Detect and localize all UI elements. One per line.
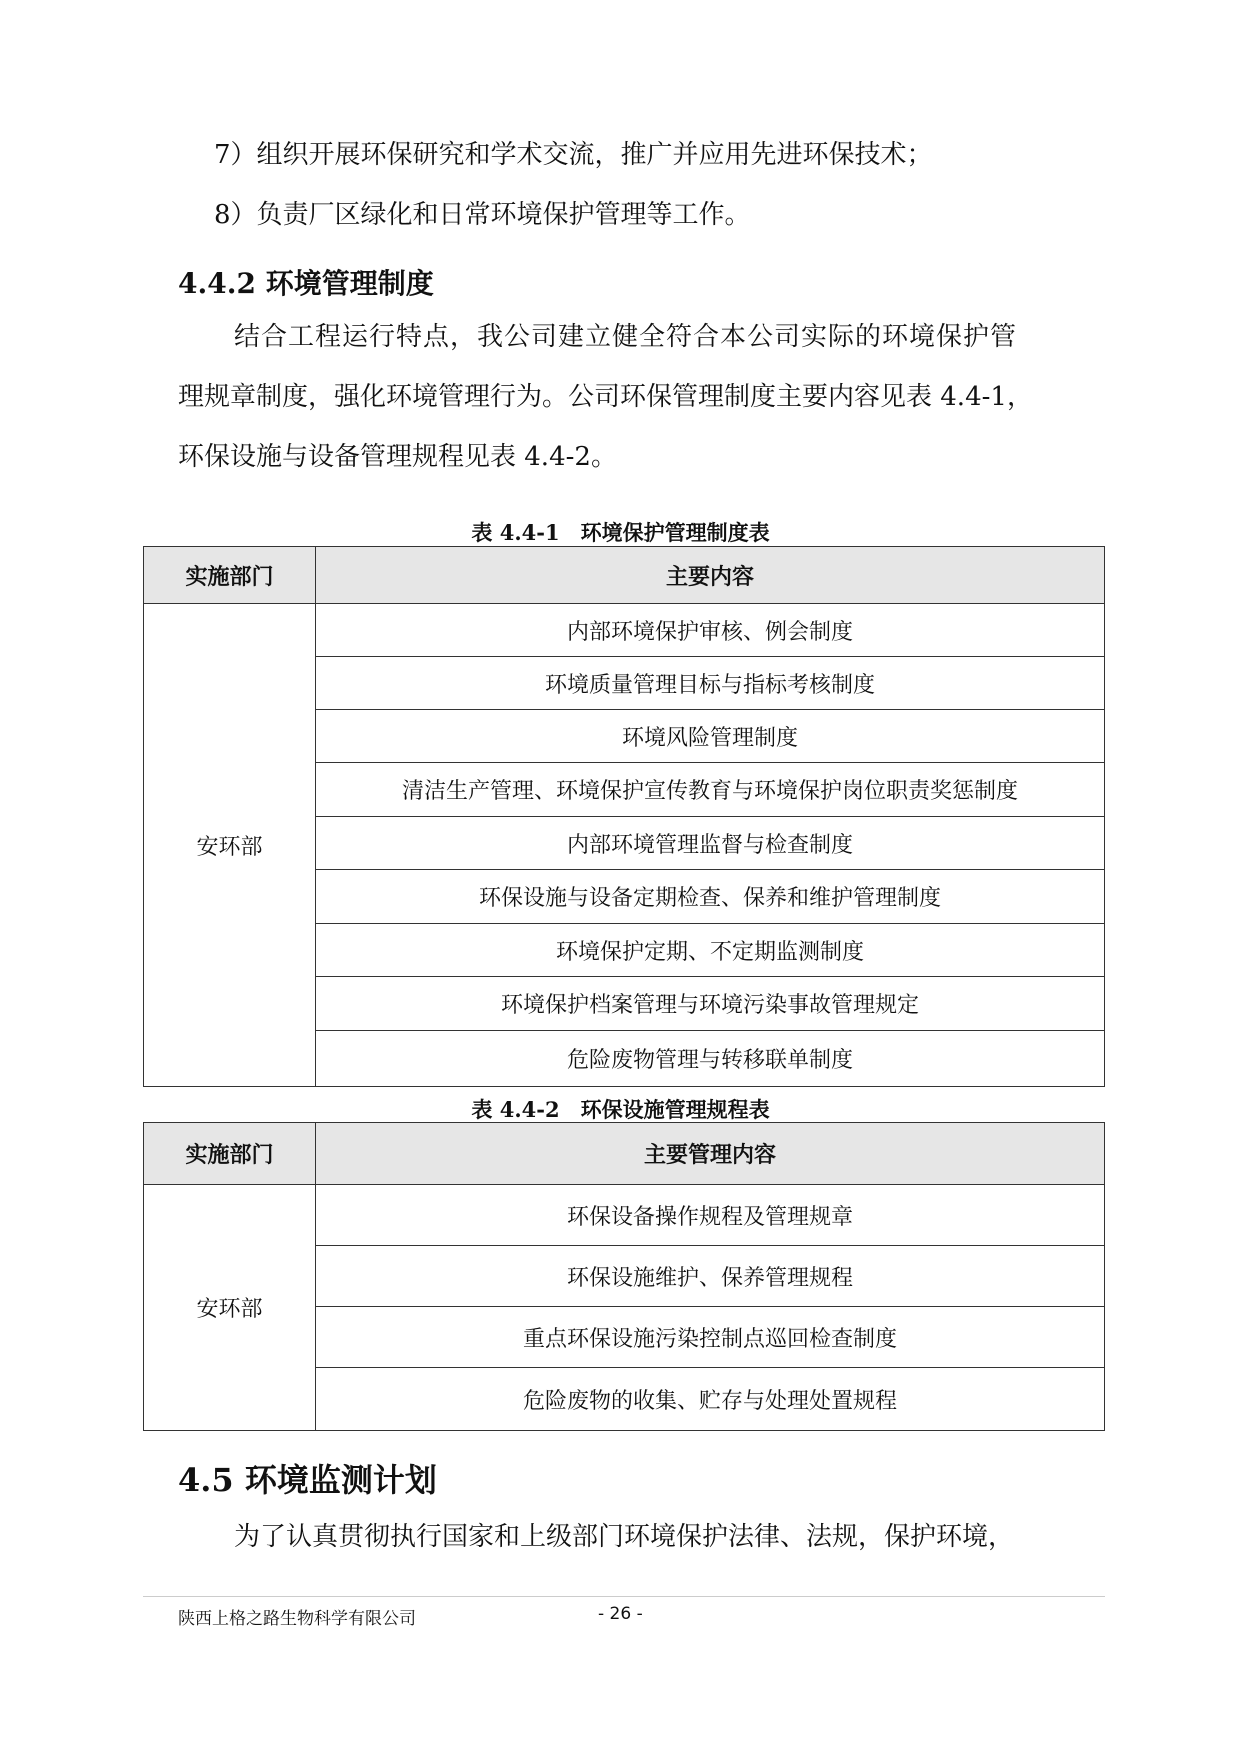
content-cell: 重点环保设施污染控制点巡回检查制度 [316,1307,1105,1368]
footer-company: 陕西上格之路生物科学有限公司 [178,1609,416,1629]
content-cell: 环保设备操作规程及管理规章 [316,1185,1105,1246]
content-cell: 环境风险管理制度 [316,710,1105,763]
paragraph-item-7: 7）组织开展环保研究和学术交流，推广并应用先进环保技术； [214,140,933,170]
content-cell: 危险废物管理与转移联单制度 [316,1031,1105,1087]
header-department: 实施部门 [144,1123,316,1185]
paragraph-line-1: 结合工程运行特点，我公司建立健全符合本公司实际的环境保护管 [234,322,1018,352]
table-2-caption: 表 4.4-2 环保设施管理规程表 [471,1097,770,1122]
content-cell: 内部环境管理监督与检查制度 [316,817,1105,870]
department-cell: 安环部 [144,604,316,1087]
paragraph-line-3: 环保设施与设备管理规程见表 4.4-2。 [178,442,617,472]
header-content: 主要管理内容 [316,1123,1105,1185]
table-header-row [144,1123,1105,1185]
content-cell: 环境保护定期、不定期监测制度 [316,924,1105,977]
content-cell: 清洁生产管理、环境保护宣传教育与环境保护岗位职责奖惩制度 [316,763,1105,817]
paragraph-line-2: 理规章制度，强化环境管理行为。公司环保管理制度主要内容见表 4.4-1， [178,382,1033,412]
content-cell: 环保设施与设备定期检查、保养和维护管理制度 [316,870,1105,924]
table-row [144,1185,1105,1246]
paragraph-item-8: 8）负责厂区绿化和日常环境保护管理等工作。 [214,200,751,230]
section-heading-4-5: 4.5 环境监测计划 [178,1461,437,1499]
facility-procedure-table [143,1122,1105,1431]
content-cell: 危险废物的收集、贮存与处理处置规程 [316,1368,1105,1431]
footer-divider [143,1596,1105,1597]
content-cell: 环境保护档案管理与环境污染事故管理规定 [316,977,1105,1031]
department-cell: 安环部 [144,1185,316,1431]
content-cell: 环境质量管理目标与指标考核制度 [316,657,1105,710]
content-cell: 内部环境保护审核、例会制度 [316,604,1105,657]
section-heading-4-4-2: 4.4.2 环境管理制度 [178,267,434,300]
table-row [144,604,1105,657]
header-content: 主要内容 [316,547,1105,604]
header-department: 实施部门 [144,547,316,604]
page-number: - 26 - [598,1604,643,1624]
management-system-table [143,546,1105,1087]
table-1-caption: 表 4.4-1 环境保护管理制度表 [471,520,770,545]
table-header-row [144,547,1105,604]
paragraph-monitoring: 为了认真贯彻执行国家和上级部门环境保护法律、法规，保护环境， [234,1522,1015,1552]
content-cell: 环保设施维护、保养管理规程 [316,1246,1105,1307]
